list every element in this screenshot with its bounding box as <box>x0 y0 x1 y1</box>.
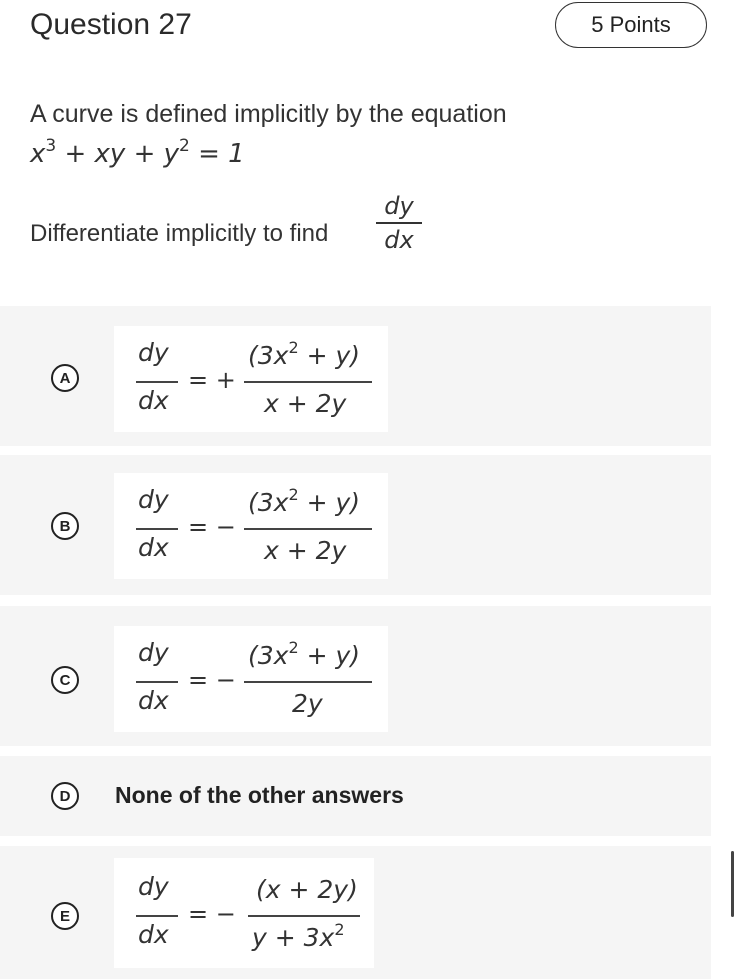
option-e[interactable] <box>0 846 711 979</box>
question-title: Question 27 <box>30 8 192 41</box>
operators: = − <box>188 900 236 928</box>
radio-c[interactable]: C <box>51 666 79 694</box>
eq-term-1: x <box>30 139 46 169</box>
option-d-text[interactable]: None of the other answers <box>115 782 404 808</box>
rhs-num: $(3x^2 + y)$ <box>248 338 361 370</box>
eq-exp-1: 3 <box>45 136 57 156</box>
rhs-den: x + 2y <box>264 389 347 418</box>
option-a[interactable] <box>0 306 711 446</box>
eq-exp-2: 2 <box>179 136 190 156</box>
lhs-num: dy <box>138 338 169 367</box>
operators: = − <box>188 666 236 694</box>
lhs-num: dy <box>138 872 169 901</box>
rhs-bar <box>244 528 372 530</box>
lhs-den: dx <box>138 533 169 562</box>
formula-a <box>114 326 388 432</box>
formula-b <box>114 473 388 579</box>
points-badge: 5 Points <box>555 2 707 48</box>
lhs-bar <box>136 915 178 917</box>
rhs-den: x + 2y <box>264 536 347 565</box>
rhs-den: $y + 3x^2$ <box>252 920 345 952</box>
rhs-bar <box>244 681 372 683</box>
radio-d[interactable]: D <box>51 782 79 810</box>
lhs-num: dy <box>138 638 169 667</box>
lhs-den: dx <box>138 386 169 415</box>
rhs-num: $(3x^2 + y)$ <box>248 638 361 670</box>
lhs-den: dx <box>138 920 169 949</box>
eq-term-3: = 1 <box>189 139 245 169</box>
lhs-den: dx <box>138 686 169 715</box>
rhs-num: (x + 2y) <box>256 875 358 904</box>
lhs-bar <box>136 681 178 683</box>
operators: = − <box>188 513 236 541</box>
curve-equation <box>30 136 245 169</box>
radio-b[interactable]: B <box>51 512 79 540</box>
rhs-den: 2y <box>292 689 323 718</box>
radio-e[interactable]: E <box>51 902 79 930</box>
scrollbar-thumb[interactable] <box>731 851 734 917</box>
prompt-fraction <box>376 192 422 254</box>
rhs-bar <box>248 915 360 917</box>
eq-term-2: + xy + y <box>56 139 180 169</box>
prompt-frac-den: dx <box>384 225 414 254</box>
formula-c <box>114 626 388 732</box>
lhs-num: dy <box>138 485 169 514</box>
option-c[interactable] <box>0 606 711 746</box>
formula-e <box>114 858 374 968</box>
rhs-bar <box>244 381 372 383</box>
radio-a[interactable]: A <box>51 364 79 392</box>
lhs-bar <box>136 528 178 530</box>
question-prompt: Differentiate implicitly to find <box>30 220 329 247</box>
rhs-num: $(3x^2 + y)$ <box>248 485 361 517</box>
option-b[interactable] <box>0 455 711 595</box>
prompt-frac-bar <box>376 222 422 224</box>
lhs-bar <box>136 381 178 383</box>
operators: = + <box>188 366 236 394</box>
question-intro: A curve is defined implicitly by the equation <box>30 100 507 128</box>
prompt-frac-num: dy <box>384 192 414 220</box>
